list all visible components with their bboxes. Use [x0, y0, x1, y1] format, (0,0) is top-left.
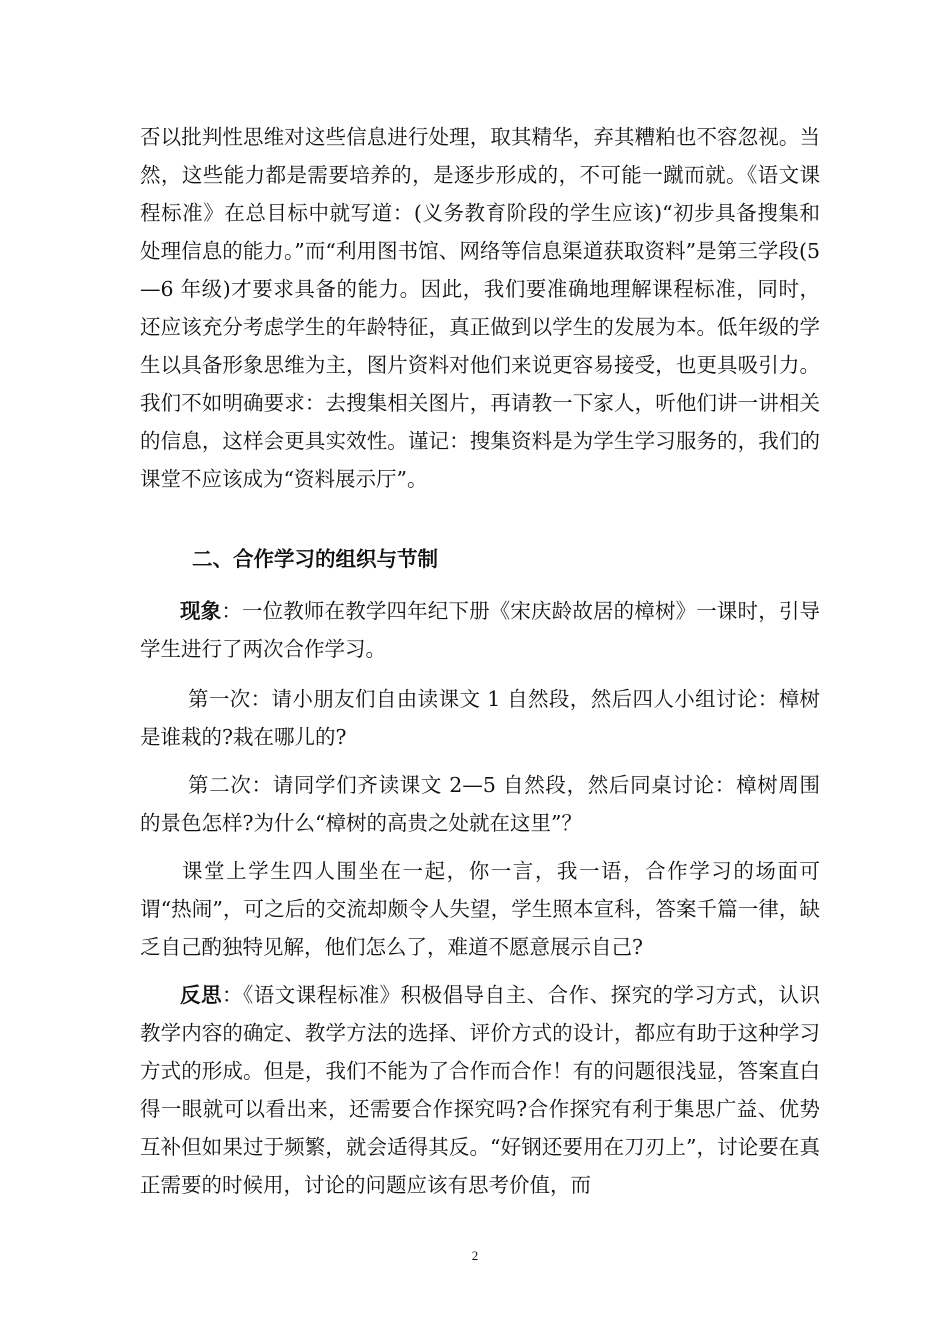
reflection-text: ：《语文课程标准》积极倡导自主、合作、探究的学习方式，认识教学内容的确定、教学方法的选择、评价方式的设计，都应有助于这种学习方式的形成。但是，我们不能为了合作而合作！有的问题很浅显，答案直白得一眼就可以看出来，还需要合作探究吗?合作探究有利于集思广益、优势互补但如果过于频繁，就会适得其反。“好钢还要用在刀刃上”，讨论要在真正需要的时候用，讨论的问题应该有思考价值，而 — [140, 983, 820, 1197]
paragraph-reflection — [140, 976, 820, 1204]
paragraph-second-discussion: 第二次：请同学们齐读课文 2—5 自然段，然后同桌讨论：樟树周围的景色怎样?为什么“樟树的高贵之处就在这里”？ — [140, 773, 820, 835]
reflection-label: 反思 — [180, 983, 222, 1007]
paragraph-information-processing: 否以批判性思维对这些信息进行处理，取其精华，弃其糟粕也不容忽视。当然，这些能力都是需要培养的，是逐步形成的，不可能一蹴而就。《语文课程标准》在总目标中就写道：(义务教育阶段的学生应该)“初步具备搜集和处理信息的能力。”而“利用图书馆、网络等信息渠道获取资料”是第三学段(5—6 年级)才要求具备的能力。因此，我们要准确地理解课程标准，同时，还应该充分考虑学生的年龄特征，真正做到以学生的发展为本。低年级的学生以具备形象思维为主，图片资料对他们来说更容易接受，也更具吸引力。我们不如明确要求：去搜集相关图片，再请教一下家人，听他们讲一讲相关的信息，这样会更具实效性。谨记：搜集资料是为学生学习服务的，我们的课堂不应该成为“资料展示厅”。 — [140, 125, 820, 491]
paragraph-classroom-scene: 课堂上学生四人围坐在一起，你一言，我一语，合作学习的场面可谓“热闹”，可之后的交流却颇令人失望，学生照本宣科，答案千篇一律，缺乏自己酌独特见解，他们怎么了，难道不愿意展示自己? — [140, 859, 820, 959]
paragraph-first-discussion: 第一次：请小朋友们自由读课文 1 自然段，然后四人小组讨论：樟树是谁栽的?栽在哪儿的? — [140, 687, 820, 749]
page-number: 2 — [471, 1248, 479, 1263]
paragraph-phenomenon — [140, 592, 820, 668]
phenomenon-text: ：一位教师在教学四年纪下册《宋庆龄故居的樟树》一课时，引导学生进行了两次合作学习。 — [140, 599, 821, 661]
phenomenon-label: 现象 — [180, 599, 222, 623]
section-heading: 二、合作学习的组织与节制 — [192, 547, 438, 571]
